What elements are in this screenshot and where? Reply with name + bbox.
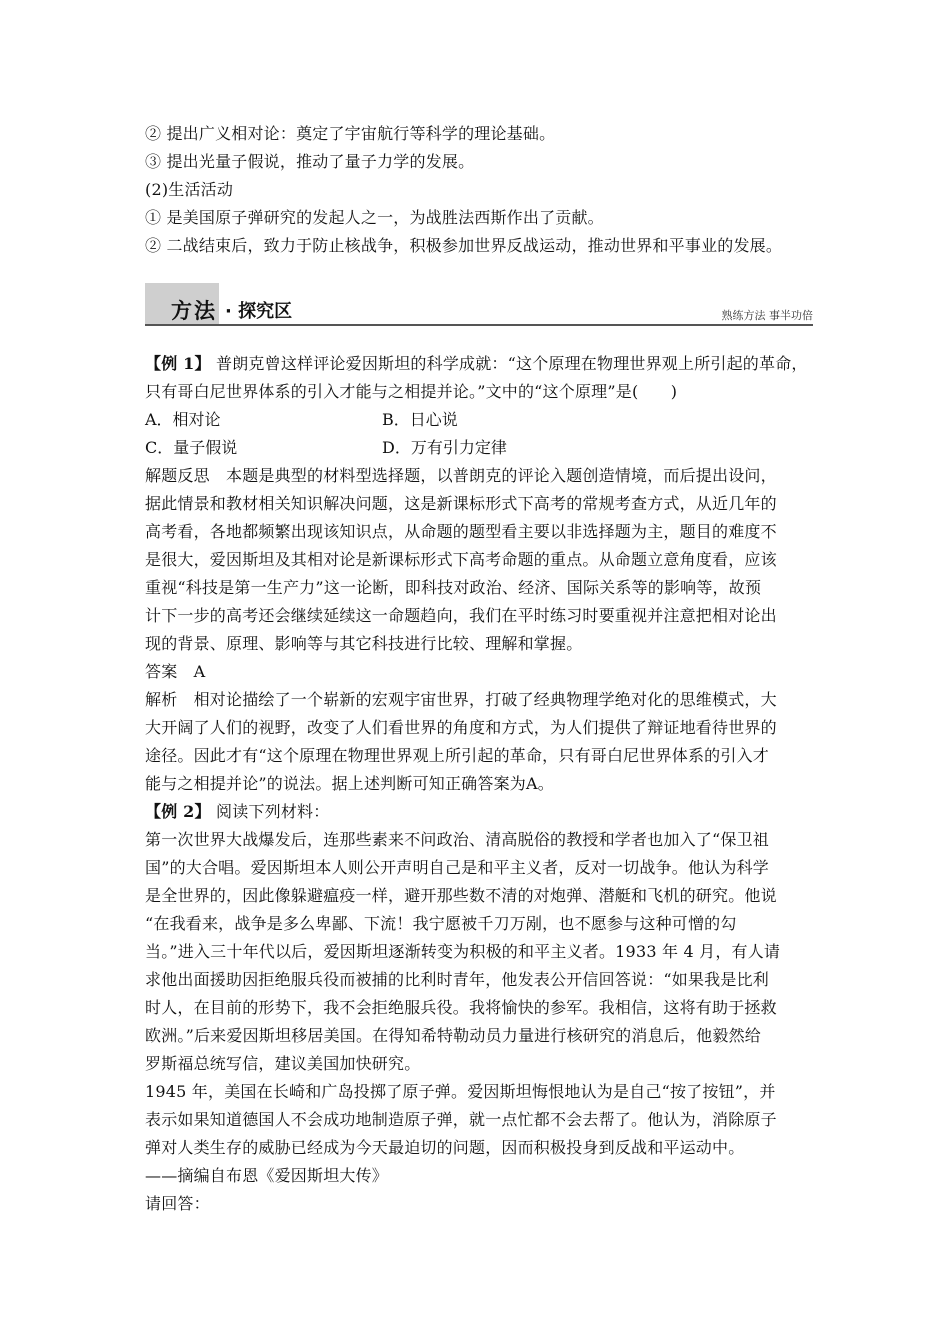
- text-line: ① 是美国原子弹研究的发起人之一，为战胜法西斯作出了贡献。: [145, 208, 604, 227]
- option-b: B．日心说: [382, 410, 458, 429]
- material-line: 第一次世界大战爆发后，连那些素来不问政治、清高脱俗的教授和学者也加入了“保卫祖: [145, 830, 769, 849]
- section-divider: [145, 324, 813, 326]
- material-line: “在我看来，战争是多么卑鄙、下流！我宁愿被千刀万剐，也不愿参与这种可憎的勾: [145, 914, 737, 933]
- text-line: ② 二战结束后，致力于防止核战争，积极参加世界反战运动，推动世界和平事业的发展。: [145, 236, 783, 255]
- reflection-line: 解题反思 本题是典型的材料型选择题，以普朗克的评论入题创造情境，而后提出设问，: [145, 466, 777, 485]
- material-line: 罗斯福总统写信，建议美国加快研究。: [145, 1054, 421, 1073]
- section-subtitle: · 探究区: [225, 301, 293, 322]
- material-line: 时人，在目前的形势下，我不会拒绝服兵役。我将愉快的参军。我相信，这将有助于拯救: [145, 998, 777, 1017]
- reflection-line: 现的背景、原理、影响等与其它科技进行比较、理解和掌握。: [145, 634, 583, 653]
- material-line: 表示如果知道德国人不会成功地制造原子弹，就一点忙都不会去帮了。他认为，消除原子: [145, 1110, 777, 1129]
- question-line: [145, 354, 825, 374]
- reflection-line: 计下一步的高考还会继续延续这一命题趋向，我们在平时练习时要重视并注意把相对论出: [145, 606, 777, 625]
- material-line: 欧洲。”后来爱因斯坦移居美国。在得知希特勒动员力量进行核研究的消息后，他毅然给: [145, 1026, 761, 1045]
- reflection-line: 重视“科技是第一生产力”这一论断，即科技对政治、经济、国际关系等的影响等，故预: [145, 578, 762, 597]
- material-line: 国”的大合唱。爱因斯坦本人则公开声明自己是和平主义者，反对一切战争。他认为科学: [145, 858, 769, 877]
- option-c: C．量子假说: [145, 438, 238, 457]
- text-line: ② 提出广义相对论：奠定了宇宙航行等科学的理论基础。: [145, 124, 556, 143]
- reflection-line: 据此情景和教材相关知识解决问题，这是新课标形式下高考的常规考查方式，从近几年的: [145, 494, 777, 513]
- analysis-line: 大开阔了人们的视野，改变了人们看世界的角度和方式，为人们提供了辩证地看待世界的: [145, 718, 777, 737]
- option-a: A．相对论: [145, 410, 221, 429]
- question-text: 普朗克曾这样评论爱因斯坦的科学成就：“这个原理在物理世界观上所引起的革命，: [216, 354, 808, 373]
- question-line: 只有哥白尼世界体系的引入才能与之相提并论。”文中的“这个原理”是( ): [145, 382, 678, 401]
- example-label: 【例 2】: [145, 802, 211, 821]
- text-line: (2)生活活动: [145, 180, 234, 199]
- source-citation: ——摘编自布恩《爱因斯坦大传》: [145, 1166, 389, 1185]
- example-label: 【例 1】: [145, 354, 211, 373]
- material-line: 1945 年，美国在长崎和广岛投掷了原子弹。爱因斯坦悔恨地认为是自己“按了按钮”，并: [145, 1082, 776, 1101]
- material-line: 是全世界的，因此像躲避瘟疫一样，避开那些数不清的对炮弹、潜艇和飞机的研究。他说: [145, 886, 777, 905]
- analysis-line: 途径。因此才有“这个原理在物理世界观上所引起的革命，只有哥白尼世界体系的引入才: [145, 746, 769, 765]
- section-motto: 熟练方法 事半功倍: [721, 309, 813, 322]
- answer-line: 答案 A: [145, 662, 206, 681]
- section-title: 方法: [171, 299, 217, 323]
- material-line: 求他出面援助因拒绝服兵役而被捕的比利时青年，他发表公开信回答说：“如果我是比利: [145, 970, 769, 989]
- option-d: D．万有引力定律: [382, 438, 507, 457]
- prompt-line: 请回答：: [145, 1194, 210, 1213]
- reflection-line: 是很大，爱因斯坦及其相对论是新课标形式下高考命题的重点。从命题立意角度看，应该: [145, 550, 777, 569]
- analysis-line: 能与之相提并论”的说法。据上述判断可知正确答案为A。: [145, 774, 554, 793]
- material-line: 弹对人类生存的威胁已经成为今天最迫切的问题，因而积极投身到反战和平运动中。: [145, 1138, 745, 1157]
- question-text: 阅读下列材料：: [216, 802, 330, 821]
- reflection-line: 高考看，各地都频繁出现该知识点，从命题的题型看主要以非选择题为主，题目的难度不: [145, 522, 777, 541]
- analysis-line: 解析 相对论描绘了一个崭新的宏观宇宙世界，打破了经典物理学绝对化的思维模式，大: [145, 690, 777, 709]
- text-line: ③ 提出光量子假说，推动了量子力学的发展。: [145, 152, 475, 171]
- section-header: [145, 283, 813, 327]
- material-line: 当。”进入三十年代以后，爱因斯坦逐渐转变为积极的和平主义者。1933 年 4 月，有人请: [145, 942, 781, 961]
- question-line: [145, 802, 825, 822]
